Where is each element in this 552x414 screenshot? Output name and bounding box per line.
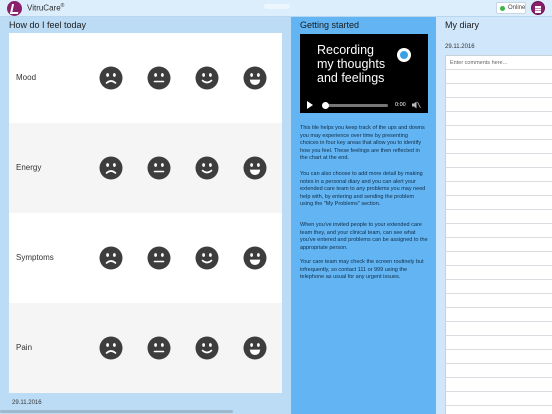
pain-sad-face-icon[interactable] <box>99 336 123 360</box>
mood-happy-face-icon[interactable] <box>243 66 267 90</box>
intro-paragraph-1: This tile helps you keep track of the ups and downs you may experience over time by presenting choices in four key areas that allow you to identify how you feel. These feelings are then reflected in the chart at the end. <box>300 125 425 162</box>
intro-video-player[interactable] <box>300 34 428 113</box>
feeling-row-symptoms <box>9 213 282 303</box>
top-indicator <box>264 4 290 9</box>
mute-volume-icon[interactable] <box>412 101 421 109</box>
feeling-label-symptoms: Symptoms <box>16 253 54 262</box>
feeling-label-energy: Energy <box>16 163 42 172</box>
pain-smile-face-icon[interactable] <box>195 336 219 360</box>
diary-comment-input[interactable] <box>446 56 552 69</box>
intro-paragraph-3: When you've invited people to your extended care team they, and your clinical team, can see what you've entered and problems can be assigned to the appropriate person. <box>300 222 428 251</box>
feeling-row-energy <box>9 123 282 213</box>
online-dot-icon <box>500 6 505 11</box>
symptoms-happy-face-icon[interactable] <box>243 246 267 270</box>
diary-tile <box>436 17 552 414</box>
mood-smile-face-icon[interactable] <box>195 66 219 90</box>
energy-sad-face-icon[interactable] <box>99 156 123 180</box>
video-seek-thumb[interactable] <box>322 102 329 109</box>
diary-title: My diary <box>445 20 480 30</box>
app-title-text: VitruCare <box>27 3 61 13</box>
feelings-date: 29.11.2016 <box>12 400 42 406</box>
symptoms-smile-face-icon[interactable] <box>195 246 219 270</box>
feeling-label-pain: Pain <box>16 343 33 352</box>
mood-neutral-face-icon[interactable] <box>147 66 171 90</box>
online-status-label: Online <box>508 5 526 11</box>
feelings-tile <box>0 17 291 414</box>
video-seek-bar[interactable] <box>322 104 388 107</box>
menu-avatar-icon[interactable] <box>531 1 545 15</box>
video-title-text: Recording my thoughts and feelings <box>317 43 386 85</box>
trademark-mark: ® <box>60 3 65 9</box>
diary-date: 29.11.2016 <box>445 44 475 50</box>
video-time-readout: 0:00 <box>395 102 406 108</box>
energy-neutral-face-icon[interactable] <box>147 156 171 180</box>
mood-sad-face-icon[interactable] <box>99 66 123 90</box>
getting-started-tile <box>291 17 436 414</box>
video-brand-logo-icon <box>397 48 411 62</box>
online-status-badge <box>496 2 526 14</box>
energy-happy-face-icon[interactable] <box>243 156 267 180</box>
feelings-title: How do I feel today <box>9 20 87 30</box>
intro-paragraph-4: Your care team may check the screen routinely but infrequently, so contact 111 or 999 using the telephone as usual for any urgent issues. <box>300 259 424 281</box>
diary-lined-paper <box>445 55 552 414</box>
feeling-row-pain <box>9 303 282 393</box>
symptoms-sad-face-icon[interactable] <box>99 246 123 270</box>
feeling-row-mood <box>9 33 282 123</box>
getting-started-title: Getting started <box>300 20 360 30</box>
pain-happy-face-icon[interactable] <box>243 336 267 360</box>
pain-neutral-face-icon[interactable] <box>147 336 171 360</box>
horizontal-scrollbar[interactable] <box>0 410 233 413</box>
play-button[interactable] <box>307 101 315 109</box>
intro-paragraph-2: You can also choose to add more detail by making notes in a personal diary and you can alert your extended care team to any problems you may need help with, by entering and sending the problem using the "My Problems" section. <box>300 171 426 208</box>
energy-smile-face-icon[interactable] <box>195 156 219 180</box>
top-bar <box>0 0 552 17</box>
feelings-panel <box>9 33 282 393</box>
symptoms-neutral-face-icon[interactable] <box>147 246 171 270</box>
vitrucare-logo-icon[interactable] <box>7 1 22 16</box>
app-title <box>27 3 64 13</box>
feeling-label-mood: Mood <box>16 73 37 82</box>
